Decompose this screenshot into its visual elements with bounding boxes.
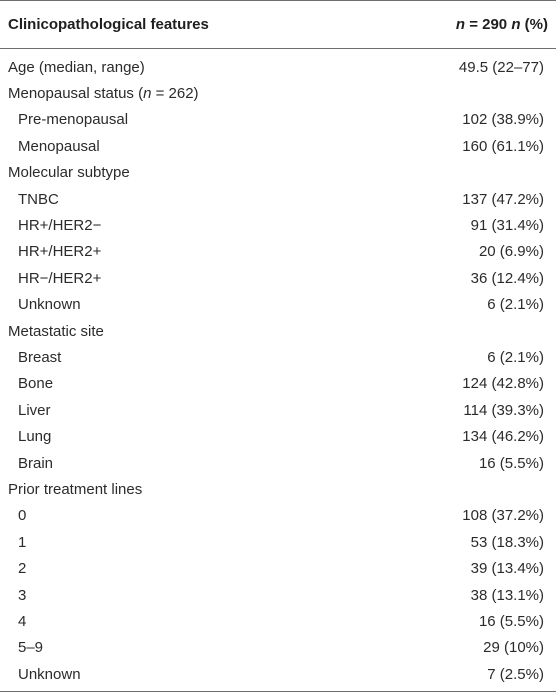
table-row: [0, 133, 556, 159]
row-label: 2: [18, 560, 27, 578]
row-label: TNBC: [18, 190, 59, 208]
row-value: 49.5 (22–77): [458, 58, 544, 76]
row-label-pre: Menopausal status (: [8, 85, 144, 103]
row-value: 29 (10%): [483, 639, 544, 657]
table-row: [0, 450, 556, 476]
table-row: [0, 661, 556, 687]
header-n-value: = 290: [465, 15, 512, 33]
row-value: 6 (2.1%): [487, 348, 544, 366]
row-label: Bone: [18, 375, 54, 393]
row-label: Menopausal: [18, 137, 100, 155]
table-row: [0, 265, 556, 291]
table-header-rule: [0, 48, 556, 49]
table-row: [0, 503, 556, 529]
table-row: [0, 476, 556, 502]
row-value: 124 (42.8%): [462, 375, 544, 393]
table-body: [0, 54, 556, 687]
table-row: [0, 555, 556, 581]
row-label: 4: [18, 612, 27, 630]
table-row: [0, 582, 556, 608]
row-value: 38 (13.1%): [470, 586, 544, 604]
row-value: 36 (12.4%): [470, 269, 544, 287]
row-value: 134 (46.2%): [462, 428, 544, 446]
table-row: [0, 80, 556, 106]
table-row: [0, 107, 556, 133]
row-label: Age (median, range): [8, 58, 145, 76]
table-row: [0, 371, 556, 397]
row-value: 160 (61.1%): [462, 137, 544, 155]
row-label: 1: [18, 533, 27, 551]
table-bottom-rule: [0, 691, 556, 692]
row-label: Unknown: [18, 665, 81, 683]
row-label: 5–9: [18, 639, 44, 657]
row-label: [8, 85, 199, 102]
row-value: 16 (5.5%): [478, 454, 544, 472]
header-n-symbol: n: [455, 15, 466, 33]
row-label: Lung: [18, 428, 52, 446]
table-row: [0, 186, 556, 212]
row-value: 39 (13.4%): [470, 560, 544, 578]
table-row: [0, 423, 556, 449]
row-label: Molecular subtype: [8, 164, 130, 182]
table-row: [0, 608, 556, 634]
row-label: Liver: [18, 401, 51, 419]
row-label-post: = 262): [151, 85, 199, 103]
table-row: [0, 397, 556, 423]
row-label-n: n: [143, 85, 152, 103]
row-label: Brain: [18, 454, 54, 472]
row-label: HR+/HER2−: [18, 217, 102, 235]
row-value: 6 (2.1%): [487, 296, 544, 314]
row-value: 16 (5.5%): [478, 612, 544, 630]
row-value: 7 (2.5%): [487, 665, 544, 683]
row-value: 114 (39.3%): [463, 401, 544, 419]
table-row: [0, 529, 556, 555]
table-row: [0, 239, 556, 265]
table-row: [0, 292, 556, 318]
row-value: 102 (38.9%): [462, 111, 544, 129]
table-row: [0, 318, 556, 344]
row-value: 108 (37.2%): [462, 507, 544, 525]
row-value: 53 (18.3%): [470, 533, 544, 551]
header-features-label: Clinicopathological features: [8, 15, 209, 33]
row-label: 3: [18, 586, 27, 604]
row-value: 20 (6.9%): [478, 243, 544, 261]
header-n-symbol-2: n: [511, 15, 521, 33]
row-label: 0: [18, 507, 27, 525]
table-row: [0, 344, 556, 370]
table-header-row: [0, 0, 556, 48]
table-row: [0, 212, 556, 238]
row-label: Metastatic site: [8, 322, 104, 340]
row-label: HR−/HER2+: [18, 269, 102, 287]
header-percent-label: (%): [520, 15, 548, 33]
row-value: 137 (47.2%): [462, 190, 544, 208]
row-label: HR+/HER2+: [18, 243, 102, 261]
table-row: [0, 635, 556, 661]
table-row: [0, 160, 556, 186]
row-label: Breast: [18, 348, 62, 366]
row-label: Prior treatment lines: [8, 480, 143, 498]
row-label: Pre-menopausal: [18, 111, 129, 129]
table-row: [0, 54, 556, 80]
row-value: 91 (31.4%): [470, 217, 544, 235]
header-count-label: [456, 16, 548, 33]
row-label: Unknown: [18, 296, 81, 314]
